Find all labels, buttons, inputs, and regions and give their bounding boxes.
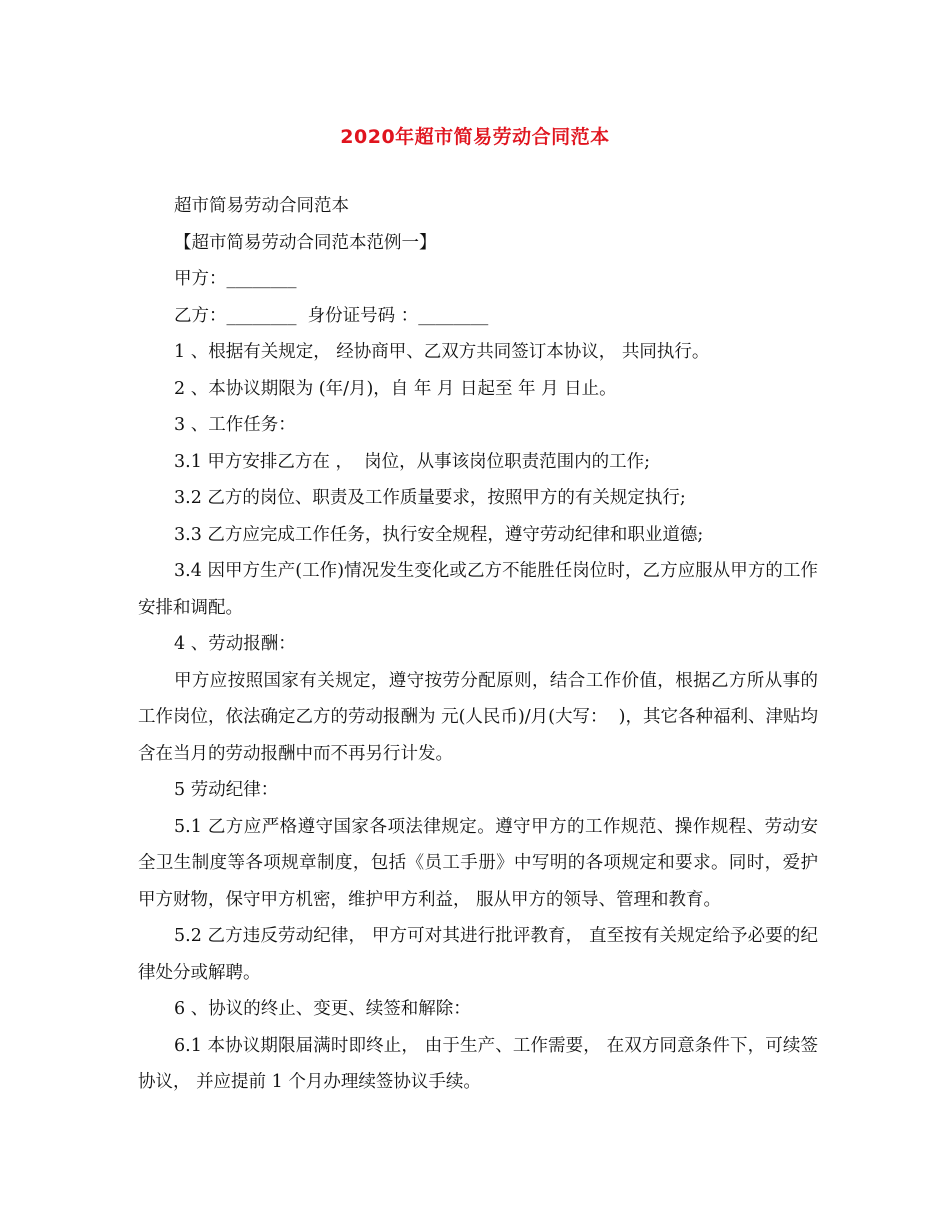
paragraph-clause-4: 4 、劳动报酬： bbox=[174, 634, 296, 654]
paragraph-clause-3-4: 3.4 因甲方生产(工作)情况发生变化或乙方不能胜任岗位时，乙方应服从甲方的工作安排和调配。 bbox=[138, 561, 818, 618]
paragraph-clause-6: 6 、协议的终止、变更、续签和解除： bbox=[174, 999, 471, 1019]
paragraph-clause-4-body: 甲方应按照国家有关规定，遵守按劳分配原则，结合工作价值，根据乙方所从事的工作岗位，依法确定乙方的劳动报酬为 元(人民币)/月(大写： )，其它各种福利、津贴均含在当月的劳动报酬中而不再另行计发。 bbox=[138, 670, 818, 764]
paragraph-clause-2: 2 、本协议期限为 (年/月)，自 年 月 日起至 年 月 日止。 bbox=[174, 378, 617, 399]
paragraph-clause-3-3: 3.3 乙方应完成工作任务，执行安全规程，遵守劳动纪律和职业道德; bbox=[174, 524, 704, 545]
paragraph-clause-3: 3 、工作任务： bbox=[174, 415, 296, 435]
paragraph-clause-1: 1 、根据有关规定， 经协商甲、乙双方共同签订本协议， 共同执行。 bbox=[174, 342, 710, 362]
paragraph-party-a: 甲方：________ bbox=[174, 269, 297, 289]
paragraph-clause-6-1: 6.1 本协议期限届满时即终止， 由于生产、工作需要， 在双方同意条件下，可续签协议， 并应提前 1 个月办理续签协议手续。 bbox=[138, 1035, 818, 1092]
paragraph-party-b: 乙方：________ 身份证号码 ：________ bbox=[174, 305, 489, 326]
paragraph-clause-5-1: 5.1 乙方应严格遵守国家各项法律规定。遵守甲方的工作规范、操作规程、劳动安全卫生制度等各项规章制度，包括《员工手册》中写明的各项规定和要求。同时，爱护甲方财物，保守甲方机密，维护甲方利益， 服从甲方的领导、管理和教育。 bbox=[138, 816, 818, 910]
paragraph-heading: 超市简易劳动合同范本 bbox=[174, 196, 349, 216]
paragraph-clause-3-2: 3.2 乙方的岗位、职责及工作质量要求，按照甲方的有关规定执行; bbox=[174, 488, 686, 508]
document-body bbox=[138, 188, 818, 1101]
document-title: 2020年超市简易劳动合同范本 bbox=[340, 126, 610, 148]
paragraph-clause-5-2: 5.2 乙方违反劳动纪律， 甲方可对其进行批评教育， 直至按有关规定给予必要的纪律处分或解聘。 bbox=[138, 926, 818, 983]
paragraph-example-label: 【超市简易劳动合同范本范例一】 bbox=[174, 232, 437, 253]
paragraph-clause-3-1: 3.1 甲方安排乙方在 ， 岗位，从事该岗位职责范围内的工作; bbox=[174, 451, 650, 472]
paragraph-clause-5: 5 劳动纪律： bbox=[174, 780, 279, 800]
